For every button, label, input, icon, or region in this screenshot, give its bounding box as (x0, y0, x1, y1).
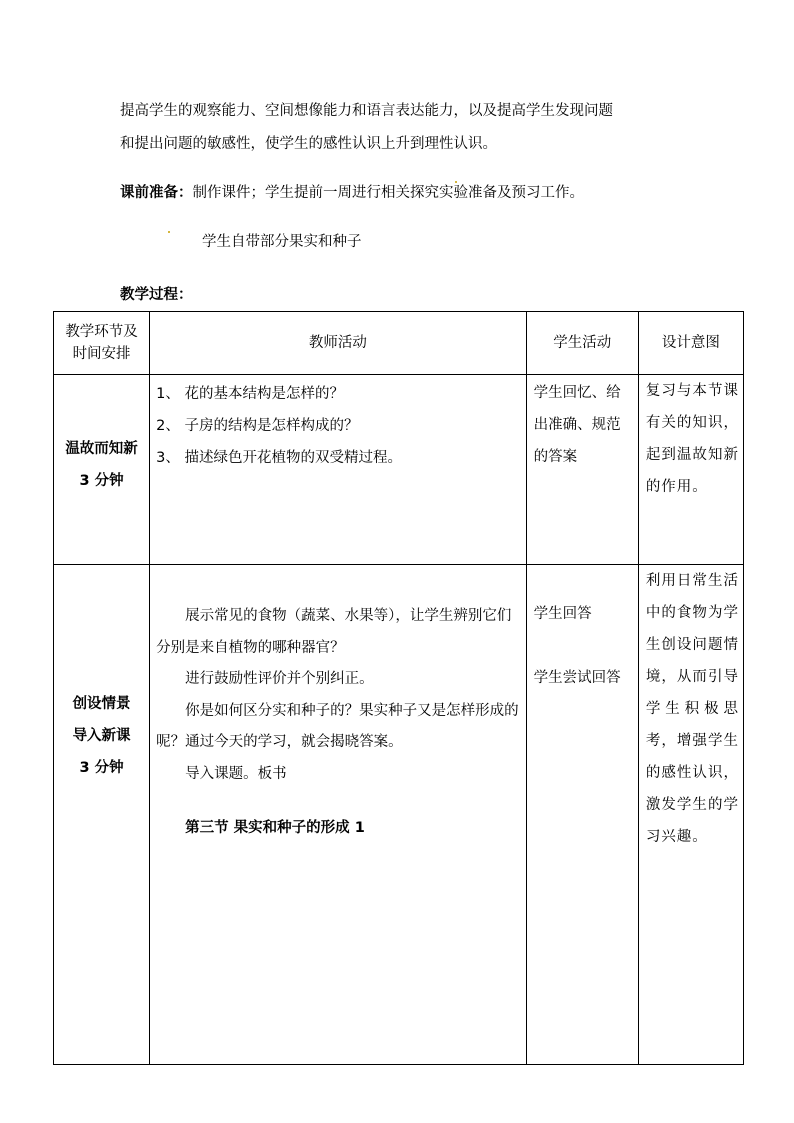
teacher-activity-cell (150, 565, 527, 1065)
question-item: 3、 描述绿色开花植物的双受精过程。 (156, 450, 402, 466)
preparation-label: 课前准备： (120, 185, 193, 201)
question-item: 2、 子房的结构是怎样构成的？ (156, 418, 359, 434)
preparation-text: 制作课件；学生提前一周进行相关探究实验准备及预习工作。 (192, 185, 584, 201)
student-answer: 学生回答 (533, 606, 592, 622)
intro-line-2: 和提出问题的敏感性，使学生的感性认识上升到理性认识。 (120, 136, 497, 152)
student-answer: 学生尝试回答 (533, 670, 621, 686)
intro-line-1: 提高学生的观察能力、空间想像能力和语言表达能力，以及提高学生发现问题 (120, 103, 613, 119)
teacher-activity-cell (150, 375, 527, 565)
stage-cell (54, 565, 150, 1065)
ink-dot (455, 181, 457, 183)
header-teacher: 教师活动 (150, 312, 527, 375)
stage-title: 创设情景 (72, 696, 131, 712)
stage-cell (54, 375, 150, 565)
ink-dot (168, 231, 170, 233)
stage-time: 3 分钟 (79, 473, 124, 489)
stage-time: 3 分钟 (79, 760, 124, 776)
table-row (54, 375, 744, 565)
design-intent-cell: 利用日常生活中的食物为学生创设问题情境，从而引导学生积极思考，增强学生的感性认识，激发学生的学习兴趣。 (638, 565, 743, 1065)
header-design: 设计意图 (638, 312, 743, 375)
header-student: 学生活动 (526, 312, 638, 375)
activity-paragraph: 你是如何区分实和种子的？果实种子又是怎样形成的呢？通过今天的学习，就会揭晓答案。 (156, 702, 519, 750)
table-row (54, 565, 744, 1065)
stage-title: 导入新课 (72, 728, 131, 744)
lesson-plan-table (53, 311, 744, 1065)
activity-paragraph: 导入课题。板书 (185, 765, 287, 782)
process-label: 教学过程： (120, 287, 193, 303)
lesson-heading: 第三节 果实和种子的形成 1 (185, 820, 365, 836)
student-activity-cell: 学生回忆、给出准确、规范的答案 (526, 375, 638, 565)
preparation-paragraph (120, 183, 584, 203)
design-intent-cell: 复习与本节课有关的知识，起到温故知新的作用。 (638, 375, 743, 565)
student-activity-cell (526, 565, 638, 1065)
stage-title: 温故而知新 (65, 441, 138, 457)
table-header-row (54, 312, 744, 375)
preparation-text-2: 学生自带部分果实和种子 (202, 234, 362, 250)
question-item: 1、 花的基本结构是怎样的？ (156, 386, 344, 402)
activity-paragraph: 进行鼓励性评价并个别纠正。 (185, 671, 374, 687)
activity-paragraph: 展示常见的食物（蔬菜、水果等），让学生辨别它们分别是来自植物的哪种器官？ (156, 608, 512, 656)
header-stage: 教学环节及时间安排 (54, 312, 150, 375)
